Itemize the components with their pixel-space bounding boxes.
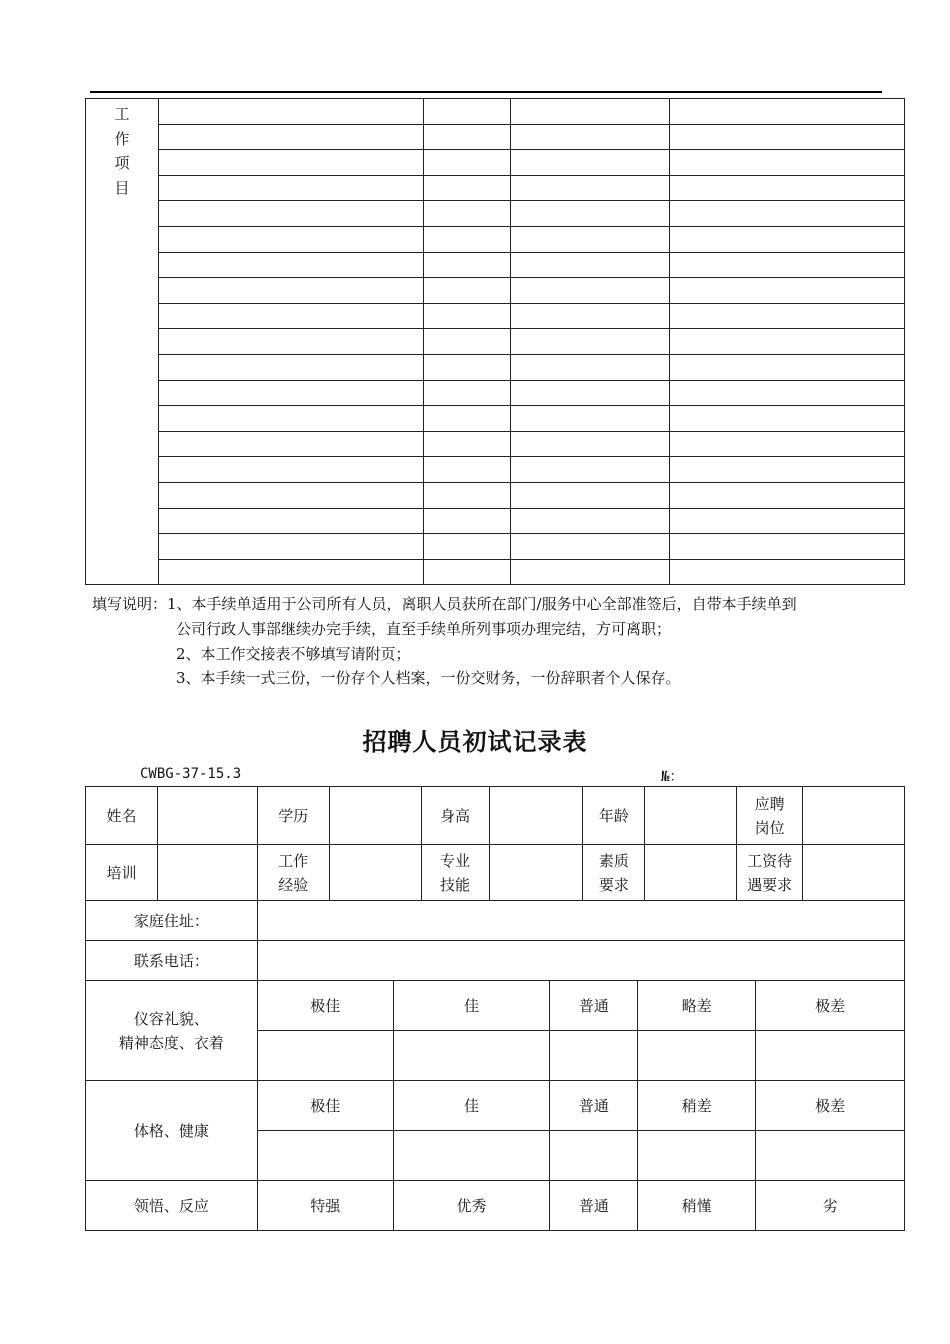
appearance-scale-1: 极佳 [257, 981, 393, 1031]
position-label: 应聘 岗位 [737, 787, 803, 845]
comprehension-scale-5: 劣 [756, 1181, 905, 1231]
work-row [86, 175, 905, 201]
work-cell[interactable] [670, 457, 905, 483]
skill-label: 专业 技能 [421, 845, 489, 901]
work-cell[interactable] [423, 457, 511, 483]
work-cell[interactable] [423, 534, 511, 560]
work-cell[interactable] [423, 329, 511, 355]
comprehension-scale-2: 优秀 [393, 1181, 550, 1231]
comprehension-scale-3: 普通 [550, 1181, 638, 1231]
age-label: 年龄 [583, 787, 645, 845]
work-row [86, 329, 905, 355]
work-cell[interactable] [670, 431, 905, 457]
work-cell[interactable] [511, 508, 670, 534]
form-code: CWBG-37-15.3 [140, 766, 242, 782]
health-scale-2: 佳 [393, 1081, 550, 1131]
work-items-table [85, 98, 905, 585]
work-cell[interactable] [511, 175, 670, 201]
work-cell[interactable] [670, 406, 905, 432]
work-cell[interactable] [511, 457, 670, 483]
experience-field[interactable] [329, 845, 421, 901]
work-items-label-char: 工 [114, 105, 130, 123]
work-cell[interactable] [511, 559, 670, 585]
health-scale-4: 稍差 [638, 1081, 756, 1131]
work-cell[interactable] [423, 201, 511, 227]
work-cell[interactable] [670, 201, 905, 227]
work-cell[interactable] [423, 99, 511, 125]
work-cell[interactable] [158, 201, 423, 227]
work-cell[interactable] [423, 431, 511, 457]
health-check-4[interactable] [638, 1131, 756, 1181]
work-cell[interactable] [423, 252, 511, 278]
form-number-label: №： [661, 769, 684, 785]
work-row [86, 482, 905, 508]
work-cell[interactable] [158, 303, 423, 329]
comprehension-scale-1: 特强 [257, 1181, 393, 1231]
work-cell[interactable] [423, 278, 511, 304]
work-cell[interactable] [511, 201, 670, 227]
health-check-3[interactable] [550, 1131, 638, 1181]
work-row [86, 252, 905, 278]
phone-label: 联系电话： [86, 941, 258, 981]
work-cell[interactable] [511, 406, 670, 432]
work-cell[interactable] [158, 226, 423, 252]
work-row [86, 226, 905, 252]
training-label: 培训 [86, 845, 158, 901]
work-row [86, 406, 905, 432]
work-cell[interactable] [670, 380, 905, 406]
work-cell[interactable] [511, 354, 670, 380]
health-scale-1: 极佳 [257, 1081, 393, 1131]
work-cell[interactable] [670, 303, 905, 329]
health-check-1[interactable] [257, 1131, 393, 1181]
work-cell[interactable] [670, 329, 905, 355]
name-label: 姓名 [86, 787, 158, 845]
health-scale-3: 普通 [550, 1081, 638, 1131]
phone-field[interactable] [257, 941, 904, 981]
training-field[interactable] [157, 845, 257, 901]
work-cell[interactable] [423, 559, 511, 585]
work-cell[interactable] [511, 150, 670, 176]
work-cell[interactable] [423, 226, 511, 252]
age-field[interactable] [645, 787, 737, 845]
address-label: 家庭住址： [86, 901, 258, 941]
instructions-line3: 3、本手续一式三份，一份存个人档案，一份交财务，一份辞职者个人保存。 [176, 669, 681, 687]
work-cell[interactable] [158, 431, 423, 457]
work-cell[interactable] [423, 124, 511, 150]
work-cell[interactable] [158, 559, 423, 585]
work-items-label-char: 作 [114, 129, 130, 148]
work-row [86, 354, 905, 380]
work-items-label [86, 99, 159, 585]
comprehension-label: 领悟、反应 [86, 1181, 258, 1231]
instructions-line1: 填写说明：1、本手续单适用于公司所有人员，离职人员获所在部门/服务中心全部准签后，自带本手续单到 [92, 595, 797, 613]
experience-label: 工作 经验 [257, 845, 329, 901]
work-cell[interactable] [158, 252, 423, 278]
work-cell[interactable] [670, 99, 905, 125]
height-label: 身高 [421, 787, 489, 845]
work-cell[interactable] [670, 354, 905, 380]
work-cell[interactable] [670, 124, 905, 150]
work-cell[interactable] [511, 278, 670, 304]
work-row [86, 201, 905, 227]
work-cell[interactable] [423, 175, 511, 201]
instructions-line2: 2、本工作交接表不够填写请附页； [176, 645, 411, 663]
candidate-profile-table [85, 786, 905, 981]
work-cell[interactable] [423, 406, 511, 432]
skill-field[interactable] [489, 845, 583, 901]
work-row [86, 303, 905, 329]
work-row [86, 124, 905, 150]
work-cell[interactable] [670, 175, 905, 201]
work-cell[interactable] [670, 278, 905, 304]
work-cell[interactable] [158, 278, 423, 304]
work-cell[interactable] [670, 534, 905, 560]
work-cell[interactable] [670, 508, 905, 534]
work-cell[interactable] [511, 380, 670, 406]
work-cell[interactable] [423, 354, 511, 380]
work-cell[interactable] [670, 226, 905, 252]
appearance-check-5[interactable] [756, 1031, 905, 1081]
form-title: 招聘人员初试记录表 [362, 727, 588, 756]
appearance-check-3[interactable] [550, 1031, 638, 1081]
appearance-scale-2: 佳 [393, 981, 550, 1031]
work-cell[interactable] [670, 559, 905, 585]
health-label: 体格、健康 [86, 1081, 258, 1181]
work-cell[interactable] [423, 150, 511, 176]
header-rule [90, 91, 882, 93]
work-row [86, 534, 905, 560]
work-cell[interactable] [158, 534, 423, 560]
work-cell[interactable] [511, 431, 670, 457]
work-cell[interactable] [423, 303, 511, 329]
appearance-check-4[interactable] [638, 1031, 756, 1081]
quality-field[interactable] [645, 845, 737, 901]
work-items-label-char: 项 [114, 154, 130, 172]
name-field[interactable] [157, 787, 257, 845]
work-row [86, 508, 905, 534]
work-row [86, 150, 905, 176]
appearance-label: 仪容礼貌、 精神态度、衣着 [86, 981, 258, 1081]
work-items-label-char: 目 [114, 178, 130, 197]
work-cell[interactable] [158, 329, 423, 355]
appearance-check-1[interactable] [257, 1031, 393, 1081]
work-cell[interactable] [511, 534, 670, 560]
work-cell[interactable] [511, 329, 670, 355]
work-cell[interactable] [158, 457, 423, 483]
comprehension-scale-4: 稍慬 [638, 1181, 756, 1231]
work-cell[interactable] [158, 482, 423, 508]
work-cell[interactable] [158, 99, 423, 125]
height-field[interactable] [489, 787, 583, 845]
work-cell[interactable] [158, 406, 423, 432]
education-label: 学历 [257, 787, 329, 845]
work-cell[interactable] [511, 482, 670, 508]
quality-label: 素质 要求 [583, 845, 645, 901]
appearance-scale-3: 普通 [550, 981, 638, 1031]
salary-field[interactable] [803, 845, 905, 901]
work-cell[interactable] [670, 252, 905, 278]
work-cell[interactable] [158, 150, 423, 176]
work-cell[interactable] [158, 175, 423, 201]
work-cell[interactable] [511, 226, 670, 252]
work-cell[interactable] [158, 508, 423, 534]
work-cell[interactable] [511, 99, 670, 125]
work-row [86, 559, 905, 585]
work-cell[interactable] [511, 124, 670, 150]
work-cell[interactable] [670, 150, 905, 176]
work-row [86, 457, 905, 483]
work-cell[interactable] [511, 303, 670, 329]
work-cell[interactable] [423, 380, 511, 406]
work-cell[interactable] [423, 482, 511, 508]
health-scale-5: 极差 [756, 1081, 905, 1131]
appearance-check-2[interactable] [393, 1031, 550, 1081]
work-cell[interactable] [158, 380, 423, 406]
work-cell[interactable] [158, 124, 423, 150]
work-cell[interactable] [423, 508, 511, 534]
address-field[interactable] [257, 901, 904, 941]
appearance-scale-5: 极差 [756, 981, 905, 1031]
education-field[interactable] [329, 787, 421, 845]
instructions-line1-continued: 公司行政人事部继续办完手续，直至手续单所列事项办理完结，方可离职； [176, 620, 672, 638]
position-field[interactable] [803, 787, 905, 845]
work-row [86, 431, 905, 457]
health-check-2[interactable] [393, 1131, 550, 1181]
work-row [86, 380, 905, 406]
salary-label: 工资待 遇要求 [737, 845, 803, 901]
appearance-scale-4: 略差 [638, 981, 756, 1031]
work-row [86, 278, 905, 304]
work-cell[interactable] [670, 482, 905, 508]
work-cell[interactable] [511, 252, 670, 278]
work-cell[interactable] [158, 354, 423, 380]
rating-table [85, 980, 905, 1231]
work-row [86, 99, 905, 125]
health-check-5[interactable] [756, 1131, 905, 1181]
